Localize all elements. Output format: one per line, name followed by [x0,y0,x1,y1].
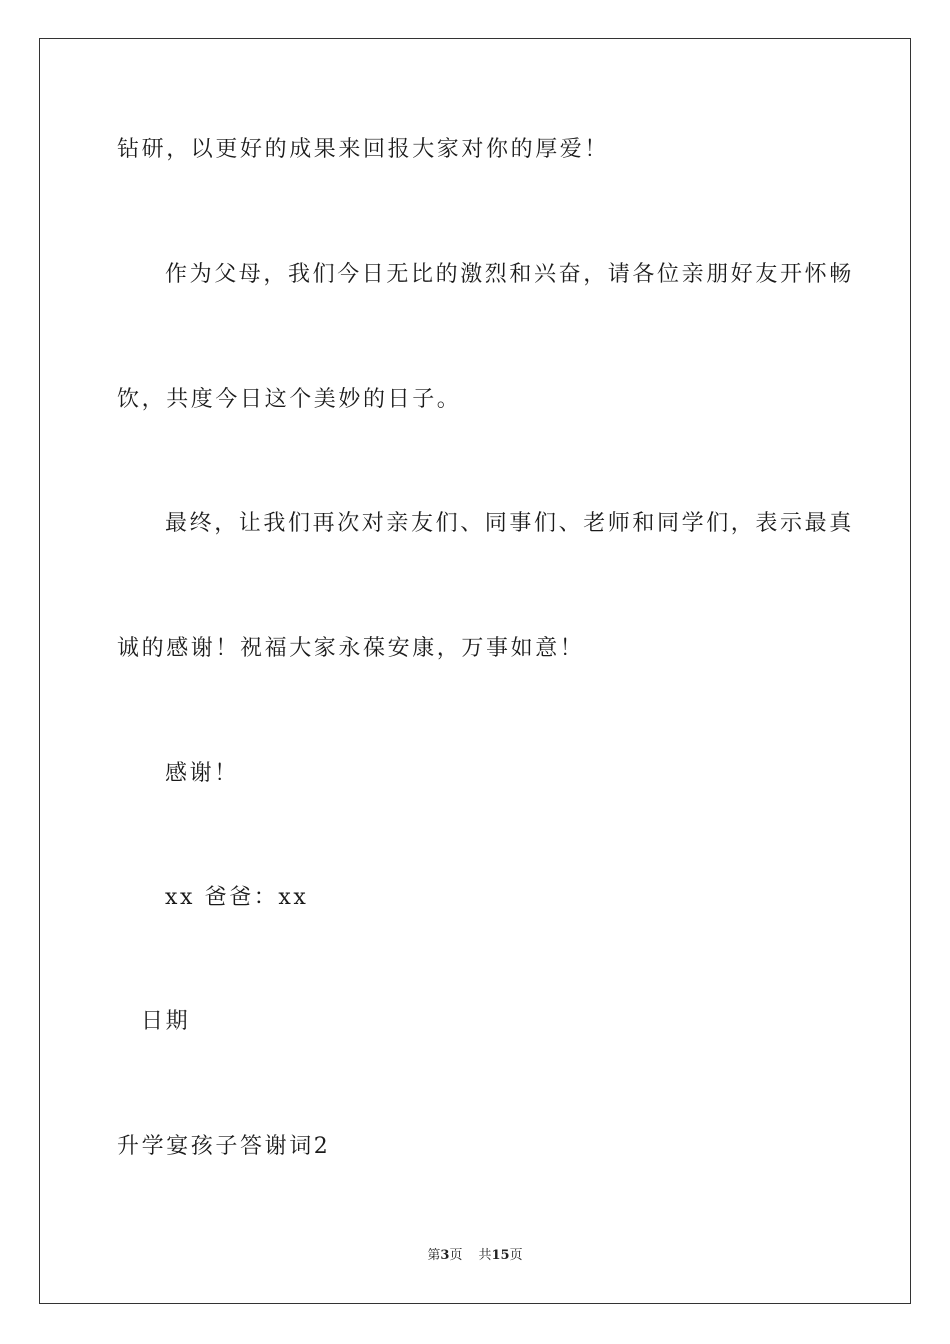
body-text-line: 饮，共度今日这个美妙的日子。 [117,387,462,412]
page-number: 3 [440,1248,450,1263]
thanks-line: 感谢！ [165,761,239,786]
total-prefix: 共 [478,1248,492,1263]
total-suffix: 页 [509,1248,523,1263]
page-suffix: 页 [449,1248,463,1263]
body-text-line: 最终，让我们再次对亲友们、同事们、老师和同学们，表示最真 [165,511,854,536]
body-text-line: 诚的感谢！祝福大家永葆安康，万事如意！ [117,636,585,661]
date-line: 日期 [141,1009,191,1034]
page-footer [0,1247,950,1265]
body-text-line: 钻研，以更好的成果来回报大家对你的厚爱！ [117,137,610,162]
section-heading: 升学宴孩子答谢词2 [117,1134,331,1159]
body-text-line: 作为父母，我们今日无比的激烈和兴奋，请各位亲朋好友开怀畅 [165,262,854,287]
page-prefix: 第 [427,1248,441,1263]
signature-line: xx 爸爸：xx [165,885,309,910]
total-pages: 15 [491,1248,510,1263]
page-border [39,38,911,1304]
